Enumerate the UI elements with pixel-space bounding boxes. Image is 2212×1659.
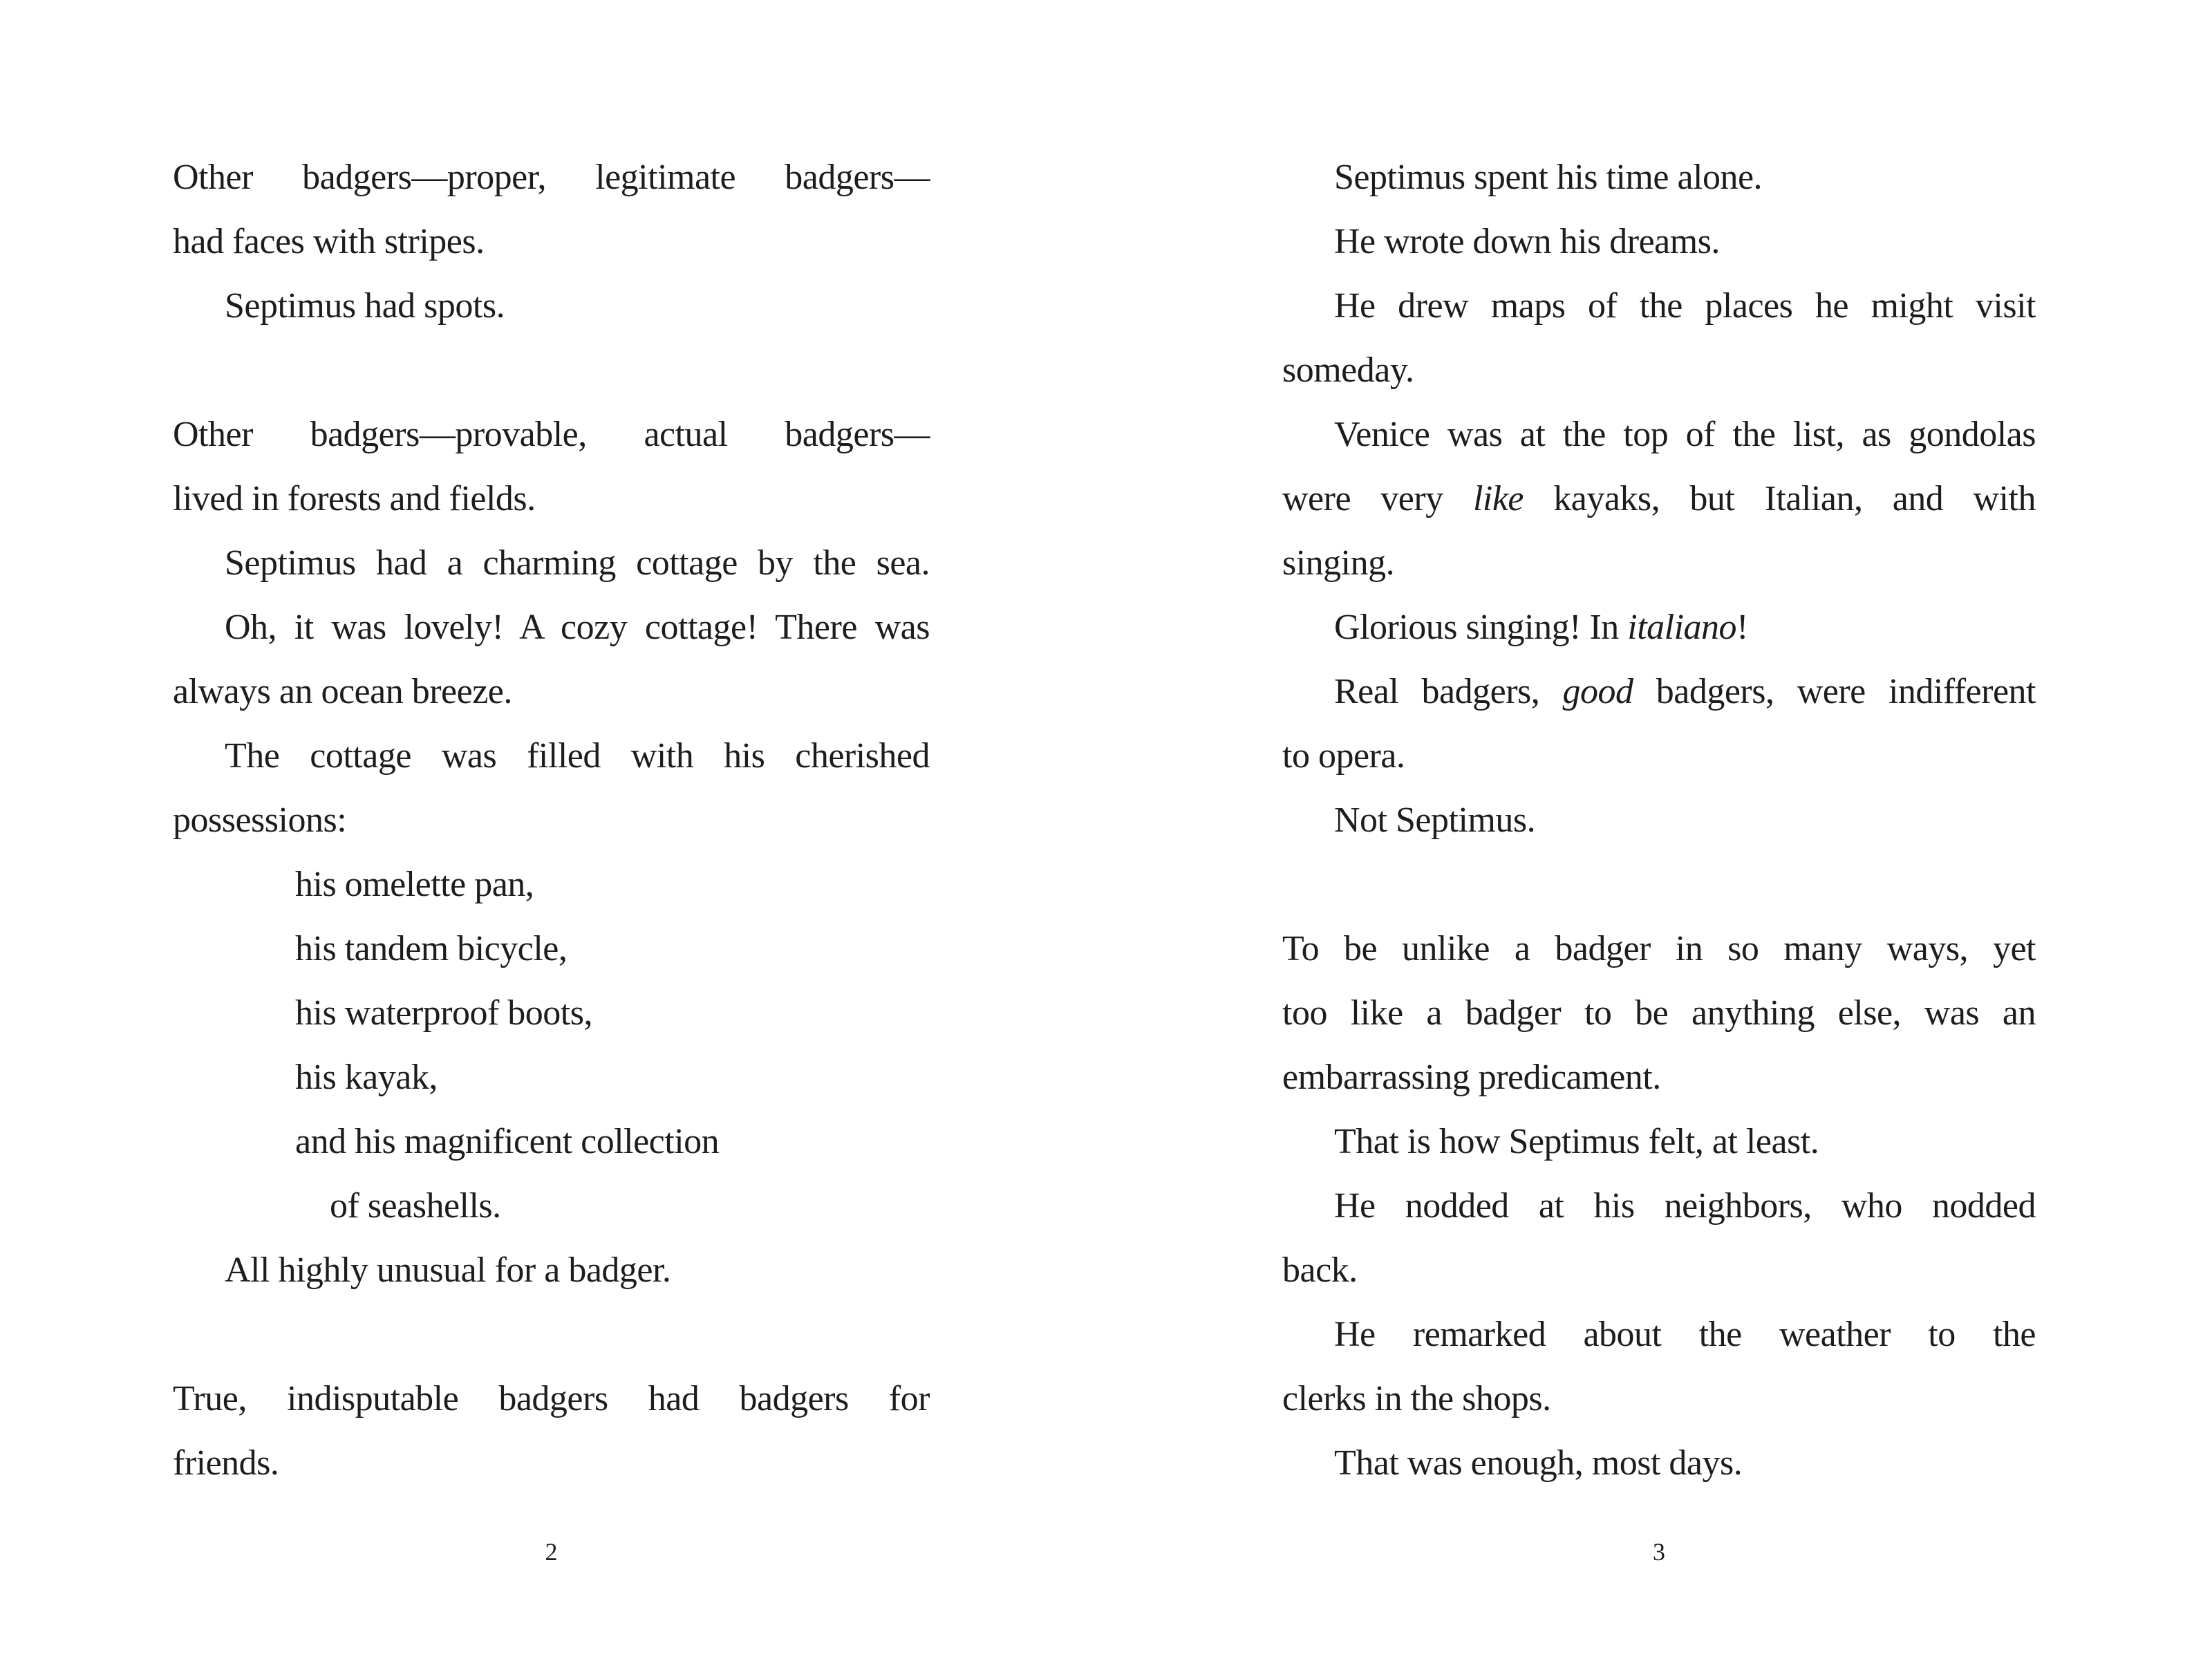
text-segment: back. <box>1282 1250 1358 1290</box>
text-segment: That was enough, most days. <box>1334 1443 1743 1483</box>
text-line <box>295 852 930 917</box>
text-segment: were very <box>1282 479 1473 518</box>
text-segment: singing. <box>1282 543 1395 583</box>
text-line <box>1334 659 2036 724</box>
text-segment: his kayak, <box>295 1058 438 1097</box>
text-line <box>1334 1302 2036 1367</box>
text-segment: That is how Septimus felt, at least. <box>1334 1122 1819 1161</box>
text-segment: He nodded at his neighbors, who nodded <box>1334 1186 2036 1226</box>
blank-line <box>173 1302 930 1367</box>
text-segment: his waterproof boots, <box>295 993 592 1033</box>
italic-text-segment: good <box>1562 672 1633 711</box>
text-line <box>173 467 930 531</box>
text-line <box>1334 274 2036 338</box>
text-line <box>1334 402 2036 467</box>
page-number-right: 3 <box>1653 1538 1665 1566</box>
text-line <box>295 1045 930 1109</box>
text-segment: lived in forests and fields. <box>173 479 536 518</box>
text-segment: Real badgers, <box>1334 672 1563 711</box>
text-line <box>330 1174 930 1238</box>
text-segment: of seashells. <box>330 1186 501 1226</box>
text-line <box>1334 1174 2036 1238</box>
text-segment: possessions: <box>173 800 347 840</box>
text-line <box>1282 1238 2036 1302</box>
text-segment: embarrassing predicament. <box>1282 1058 1661 1097</box>
text-segment: Not Septimus. <box>1334 800 1536 840</box>
text-segment: Septimus spent his time alone. <box>1334 158 1763 197</box>
text-segment: his tandem bicycle, <box>295 929 568 968</box>
text-segment: Venice was at the top of the list, as gondolas <box>1334 415 2036 454</box>
text-line <box>295 917 930 981</box>
text-segment: All highly unusual for a badger. <box>225 1250 671 1290</box>
text-line <box>1334 788 2036 852</box>
text-line <box>173 209 930 274</box>
text-line <box>1334 1109 2036 1174</box>
text-line <box>295 1109 930 1174</box>
text-segment: Other badgers—provable, actual badgers— <box>173 415 930 454</box>
italic-text-segment: italiano <box>1627 608 1737 647</box>
blank-line <box>173 338 930 402</box>
text-segment: He drew maps of the places he might visit <box>1334 286 2036 326</box>
text-segment: The cottage was filled with his cherished <box>225 736 930 776</box>
text-line <box>225 595 930 659</box>
text-line <box>1282 981 2036 1045</box>
text-segment: his omelette pan, <box>295 865 534 904</box>
text-line <box>173 402 930 467</box>
text-segment: friends. <box>173 1443 279 1483</box>
text-line <box>173 145 930 209</box>
text-segment: Septimus had spots. <box>225 286 505 326</box>
text-line <box>173 1367 930 1431</box>
text-line <box>1282 531 2036 595</box>
italic-text-segment: like <box>1472 479 1524 518</box>
text-line <box>225 274 930 338</box>
text-segment: Septimus had a charming cottage by the sea. <box>225 543 930 583</box>
text-line <box>225 531 930 595</box>
text-line <box>1334 145 2036 209</box>
text-segment: to opera. <box>1282 736 1405 776</box>
text-line <box>225 724 930 788</box>
text-segment: To be unlike a badger in so many ways, yet <box>1282 929 2036 968</box>
blank-line <box>1282 852 2036 917</box>
right-page-text <box>1282 145 2036 1495</box>
text-line <box>1282 917 2036 981</box>
text-segment: True, indisputable badgers had badgers for <box>173 1379 930 1418</box>
text-segment: had faces with stripes. <box>173 222 485 261</box>
text-segment: someday. <box>1282 350 1414 390</box>
text-segment: too like a badger to be anything else, was an <box>1282 993 2036 1033</box>
text-segment: He wrote down his dreams. <box>1334 222 1720 261</box>
text-line <box>173 1431 930 1495</box>
text-line <box>1282 338 2036 402</box>
text-line <box>1334 209 2036 274</box>
text-segment: and his magnificent collection <box>295 1122 720 1161</box>
text-segment: badgers, were indifferent <box>1633 672 2036 711</box>
text-segment: Glorious singing! In <box>1334 608 1628 647</box>
text-line <box>1282 1367 2036 1431</box>
text-line <box>295 981 930 1045</box>
text-segment: kayaks, but Italian, and with <box>1524 479 2036 518</box>
text-segment: ! <box>1736 608 1748 647</box>
text-line <box>1282 724 2036 788</box>
text-line <box>1334 595 2036 659</box>
text-line <box>1334 1431 2036 1495</box>
text-line <box>1282 467 2036 531</box>
text-line <box>173 659 930 724</box>
text-segment: He remarked about the weather to the <box>1334 1315 2036 1354</box>
text-segment: always an ocean breeze. <box>173 672 512 711</box>
text-line <box>173 788 930 852</box>
text-line <box>1282 1045 2036 1109</box>
text-segment: Oh, it was lovely! A cozy cottage! There was <box>225 608 930 647</box>
text-segment: clerks in the shops. <box>1282 1379 1551 1418</box>
page-number-left: 2 <box>545 1538 558 1566</box>
left-page-text <box>173 145 930 1495</box>
text-line <box>225 1238 930 1302</box>
text-segment: Other badgers—proper, legitimate badgers— <box>173 158 930 197</box>
